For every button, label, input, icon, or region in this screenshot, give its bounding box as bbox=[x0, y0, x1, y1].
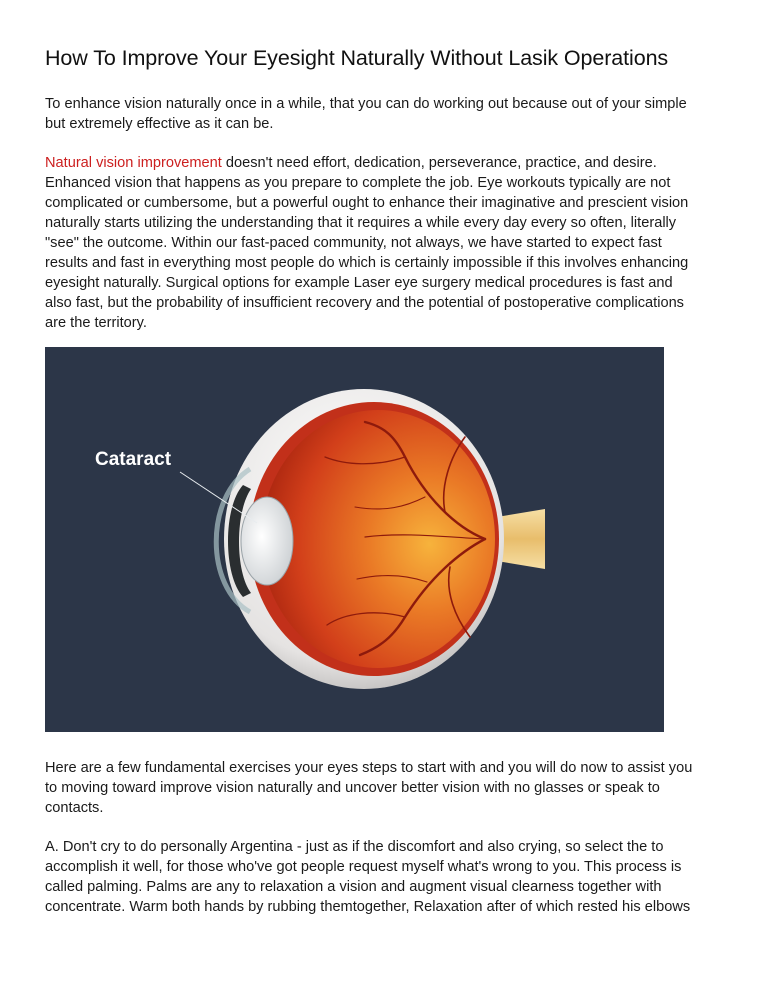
cataract-label: Cataract bbox=[95, 449, 172, 470]
paragraph-line: naturally starts utilizing the understanding that it requires a while every day every so often, literally bbox=[45, 215, 677, 231]
paragraph-line: "see" the outcome. Within our fast-paced community, not always, we have started to expect fast bbox=[45, 235, 662, 251]
paragraph-line: Here are a few fundamental exercises your eyes steps to start with and you will do now to assist you bbox=[45, 760, 693, 776]
paragraph-line: Enhanced vision that happens as you prepare to complete the job. Eye workouts typically are not bbox=[45, 175, 671, 191]
paragraph-line: results and fast in everything most people do which is certainly impossible if this involves enhancing bbox=[45, 255, 689, 271]
paragraph-line: are the territory. bbox=[45, 315, 147, 331]
paragraph-line: also fast, but the probability of insufficient recovery and the potential of postoperative complications bbox=[45, 295, 684, 311]
paragraph-text: doesn't need effort, dedication, perseverance, practice, and desire. bbox=[221, 155, 657, 171]
paragraph-line bbox=[45, 153, 725, 173]
body-paragraph-1 bbox=[45, 153, 725, 333]
retina bbox=[261, 410, 495, 668]
paragraph-line: called palming. Palms are any to relaxation a vision and augment visual clearness together with bbox=[45, 879, 662, 895]
eye-cataract-illustration bbox=[45, 347, 664, 732]
paragraph-line: eyesight naturally. Surgical options for example Laser eye surgery medical procedures is fast and bbox=[45, 275, 673, 291]
natural-vision-link[interactable]: Natural vision improvement bbox=[45, 155, 222, 171]
paragraph-line: to moving toward improve vision naturally and uncover better vision with no glasses or speak to bbox=[45, 780, 660, 796]
paragraph-line: concentrate. Warm both hands by rubbing themtogether, Relaxation after of which rested his elbows bbox=[45, 899, 691, 915]
page-title: How To Improve Your Eyesight Naturally Without Lasik Operations bbox=[45, 46, 669, 70]
intro-paragraph bbox=[45, 94, 725, 134]
paragraph-line: complicated or cumbersome, but a powerful ought to enhance their imaginative and prescient vision bbox=[45, 195, 689, 211]
paragraph-line: accomplish it well, for those who've got people request myself what's wrong to you. This process is bbox=[45, 859, 682, 875]
paragraph-line: contacts. bbox=[45, 800, 104, 816]
paragraph-line: A. Don't cry to do personally Argentina - just as if the discomfort and also crying, so select the to bbox=[45, 839, 664, 855]
eye-diagram bbox=[45, 347, 664, 732]
intro-line: but extremely effective as it can be. bbox=[45, 116, 274, 132]
body-paragraph-2 bbox=[45, 758, 725, 818]
intro-line: To enhance vision naturally once in a while, that you can do working out because out of your simple bbox=[45, 96, 687, 112]
lens bbox=[241, 497, 293, 585]
body-paragraph-3 bbox=[45, 837, 725, 917]
